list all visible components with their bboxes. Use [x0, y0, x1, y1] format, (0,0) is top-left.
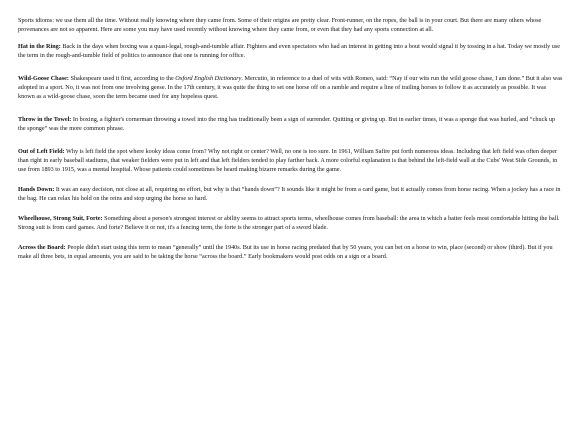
entry-term: Out of Left Field:	[18, 148, 65, 155]
entry-term: Wild-Goose Chase:	[18, 75, 69, 82]
article	[18, 16, 563, 269]
entry-wheelhouse	[18, 214, 563, 232]
entry-out-of-left-field	[18, 147, 563, 174]
entry-body: . Mercutio, in reference to a duel of wits with Romeo, said: “Nay if our wits run the wild goose chase, I am done.” But it also was adopted in a sport. No, it was not from one involving geese. In the 17th century, it was quite the thing to set one horse off on a ramble and require a line of trailing horses to follow it as accurately as possible. It was known as a wild-goose chase, soon the term became used for any hopeless quest.	[18, 75, 563, 100]
entry-body-italic: Oxford English Dictionary	[175, 75, 242, 82]
intro-paragraph: Sports idioms: we use them all the time. Without really knowing where they came from. Some of their origins are pretty clear. Front-runner, on the ropes, the ball is in your court. But there are many others whose provenances are not so apparent. Here are some you may have used recently without knowing where they came from, or even that they had any sports connection at all.	[18, 17, 542, 33]
entry-throw-in-the-towel	[18, 115, 563, 133]
entry-body: Back in the days when boxing was a quasi-legal, rough-and-tumble affair. Fighters and even spectators who had an interest in getting into a bout would signal it by tossing in a hat. Today we mostly use the term in the rough-and-tumble field of politics to announce that one is running for office.	[18, 43, 561, 59]
entry-hat-in-the-ring	[18, 42, 563, 60]
entry-body: Something about a person's strongest interest or ability seems to attract sports terms, wheelhouse comes from baseball: the area in which a batter feels most comfortable hitting the ball. Strong suit is from card games. And forte? Believe it or not, it's a fencing term, the forte is the stronger part of a sword blade.	[18, 215, 560, 231]
entry-term: Hands Down:	[18, 186, 55, 193]
entry-hands-down	[18, 185, 563, 203]
entry-term: Across the Board:	[18, 244, 66, 251]
entry-term: Wheelhouse, Strong Suit, Forte:	[18, 215, 103, 222]
entry-body: It was an easy decision, not close at all, requiring no effort, but why is that “hands down”? It sounds like it might be from a card game, but it actually comes from horse racing. When a jockey has a race in the bag. He can relax his hold on the reins and stop urging the horse so hard.	[18, 186, 561, 202]
entry-term: Hat in the Ring:	[18, 43, 61, 50]
entry-body: Shakespeare used it first, according to the	[68, 75, 176, 82]
entry-wild-goose-chase	[18, 74, 563, 101]
entry-body: Why is left field the spot where kooky ideas come from? Why not right or center? Well, no one is too sure. In 1961, William Safire put forth numerous ideas. Including that left field was often deeper than right in early baseball stadiums, that weaker fielders were put in left and that left fielders tended to play farther back. A more colorful explanation is that behind the left-field wall at the Cubs' West Side Grounds, in use from 1893 to 1915, was a mental hospital. Whose patients could sometimes be heard making bizarre remarks during the game.	[18, 148, 558, 173]
entry-body: In boxing, a fighter's cornerman throwing a towel into the ring has traditionally been a sign of surrender. Quitting or giving up. But in earlier times, it was a sponge that was hurled, and “chuck up the sponge” was the more common phrase.	[18, 116, 556, 132]
entry-body: People didn't start using this term to mean “generally” until the 1940s. But its use in horse racing predated that by 50 years, you can bet on a horse to win, place (second) or show (third). But if you make all three bets, in equal amounts, you are said to be taking the horse “across the board.” Early bookmakers would post odds on a sign or a board.	[18, 244, 553, 260]
entry-across-the-board	[18, 243, 563, 261]
entry-term: Throw in the Towel:	[18, 116, 72, 123]
